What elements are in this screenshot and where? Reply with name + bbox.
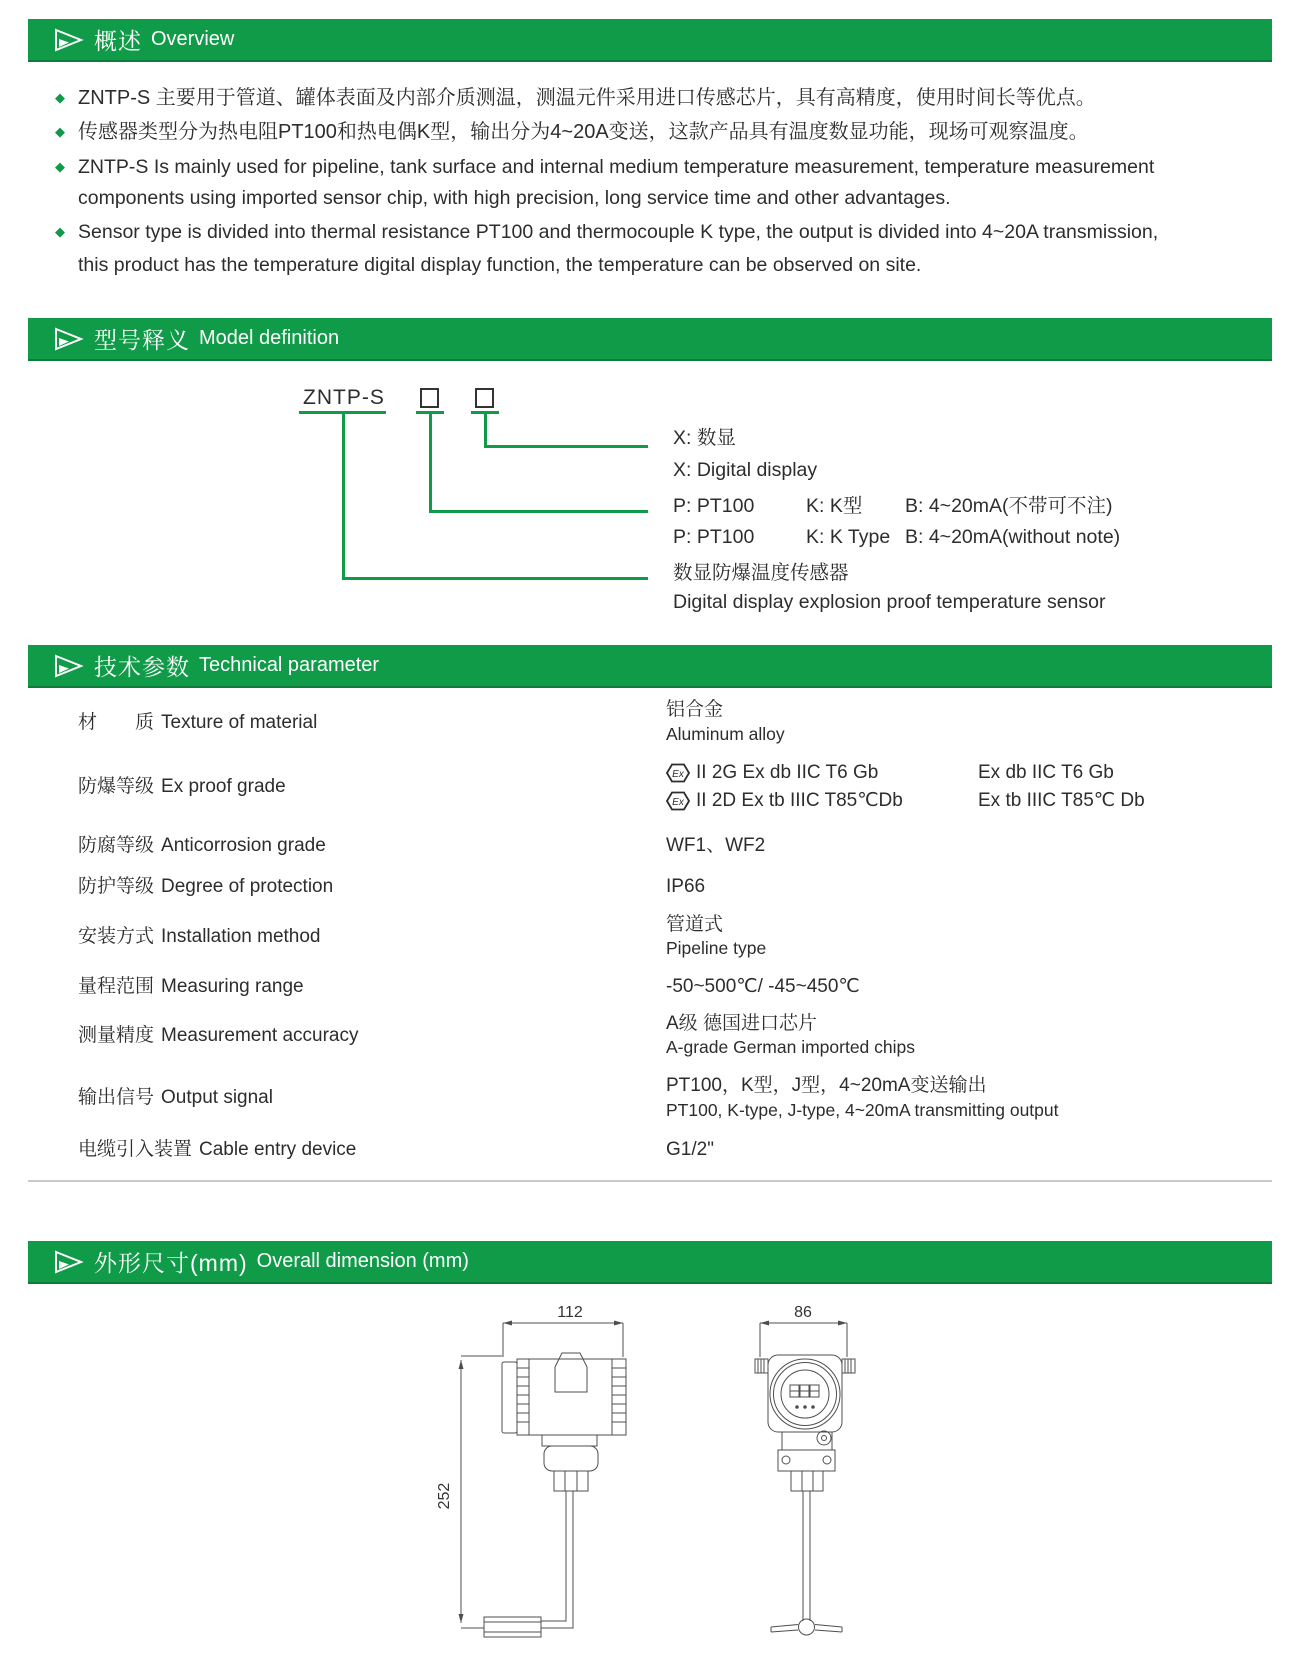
section-divider: [28, 1180, 1272, 1182]
button-dots: [795, 1405, 815, 1409]
mounting-plate: [778, 1450, 835, 1471]
param-value-ex-line-1-col2: Ex db IIC T6 Gb: [978, 762, 1114, 783]
model-option-box-2: [475, 388, 494, 408]
model-connector-x-vertical: [484, 413, 487, 447]
param-label-cable-entry-device: 电缆引入装置 Cable entry device: [78, 1139, 357, 1160]
param-value-ex-line-2: Ex II 2D Ex tb IIIC T85℃Db: [666, 789, 903, 813]
model-connector-base-vertical: [342, 413, 345, 579]
param-value-accuracy-en: A-grade German imported chips: [666, 1037, 915, 1057]
lcd-digits: [790, 1385, 819, 1397]
bracket: [782, 1432, 832, 1450]
param-value-output-cn: PT100，K型，J型，4~20mA变送输出: [666, 1075, 987, 1096]
collar: [544, 1446, 598, 1471]
model-p-label-en: P: PT100: [673, 526, 755, 548]
param-value-installation-cn: 管道式: [666, 914, 724, 935]
section-header-model-definition: [28, 318, 1272, 361]
section-title-en: Technical parameter: [199, 654, 380, 676]
param-label-degree-of-protection: 防护等级 Degree of protection: [78, 876, 334, 897]
param-label-ex-proof-grade: 防爆等级 Ex proof grade: [78, 776, 286, 797]
housing-body: [529, 1359, 612, 1435]
overview-bullet-1: ZNTP-S 主要用于管道、罐体表面及内部介质测温，测温元件采用进口传感芯片，具有高精度，使用时间长等优点。: [78, 87, 1096, 109]
model-x-label-cn: X: 数显: [673, 427, 736, 449]
section-arrow-icon: [54, 327, 84, 351]
param-label-installation-method: 安装方式 Installation method: [78, 926, 321, 947]
section-title-en: Model definition: [199, 327, 340, 349]
dim-width-112: 112: [557, 1304, 583, 1321]
section-arrow-icon: [54, 28, 84, 52]
section-title-en: Overview: [151, 28, 235, 50]
model-connector-base-horizontal: [342, 577, 648, 580]
param-label-material: 材 质 Texture of material: [78, 712, 318, 733]
probe-stem: [541, 1491, 573, 1628]
param-label-measurement-accuracy: 测量精度 Measurement accuracy: [78, 1025, 359, 1046]
section-title-cn: 外形尺寸(mm): [94, 1250, 248, 1276]
model-k-label-en: K: K Type: [806, 526, 891, 548]
param-value-material-en: Aluminum alloy: [666, 724, 785, 744]
model-code: ZNTP-S: [303, 386, 385, 409]
section-arrow-icon: [54, 654, 84, 678]
model-connector-p-horizontal: [429, 510, 648, 513]
param-value-output-en: PT100, K-type, J-type, 4~20mA transmitting output: [666, 1100, 1059, 1120]
param-value-ex-line-2-col2: Ex tb IIIC T85℃ Db: [978, 790, 1145, 811]
model-base-label-cn: 数显防爆温度传感器: [673, 562, 849, 584]
display-window: [781, 1370, 829, 1418]
model-b-label-en: B: 4~20mA(without note): [905, 526, 1121, 548]
front-housing: [768, 1355, 842, 1432]
param-value-installation-en: Pipeline type: [666, 938, 767, 958]
side-view-drawing: [436, 1304, 626, 1637]
svg-text:Ex: Ex: [672, 769, 684, 780]
model-base-label-en: Digital display explosion proof temperature sensor: [673, 591, 1106, 613]
param-label-measuring-range: 量程范围 Measuring range: [78, 976, 304, 997]
section-header-overall-dimension: [28, 1241, 1272, 1284]
param-value-material-cn: 铝合金: [666, 699, 724, 720]
section-arrow-icon: [54, 1250, 84, 1274]
param-value-protection: IP66: [666, 876, 706, 897]
overview-bullet-3-line-2: components using imported sensor chip, with high precision, long service time and other advantages.: [78, 187, 951, 209]
sensor-tube: [484, 1617, 541, 1637]
atex-ex-icon: [666, 791, 690, 811]
overview-bullet-4-line-1: Sensor type is divided into thermal resistance PT100 and thermocouple K type, the output is divided into 4~20A transmission,: [78, 221, 1159, 243]
model-p-label-cn: P: PT100: [673, 495, 755, 517]
section-title-cn: 概述: [94, 28, 142, 54]
rear-cap: [502, 1362, 517, 1433]
bullet-diamond-icon: ◆: [55, 159, 65, 174]
front-view-drawing: [755, 1304, 855, 1635]
overview-bullet-3-line-1: ZNTP-S Is mainly used for pipeline, tank surface and internal medium temperature measurement, temperature measurement: [78, 156, 1155, 178]
overview-bullet-2: 传感器类型分为热电阻PT100和热电偶K型，输出分为4~20A变送，这款产品具有温度数显功能，现场可观察温度。: [78, 121, 1089, 143]
bullet-diamond-icon: ◆: [55, 124, 65, 139]
bullet-diamond-icon: ◆: [55, 224, 65, 239]
section-header-technical-parameter: [28, 645, 1272, 688]
neck: [542, 1435, 597, 1446]
dim-width-86: 86: [794, 1304, 812, 1321]
model-b-label-cn: B: 4~20mA(不带可不注): [905, 495, 1113, 517]
svg-text:Ex: Ex: [672, 797, 684, 808]
model-connector-p-vertical: [429, 413, 432, 512]
param-value-accuracy-cn: A级 德国进口芯片: [666, 1013, 817, 1034]
section-title-en: Overall dimension (mm): [256, 1250, 469, 1272]
clamp-foot: [799, 1619, 815, 1635]
param-value-ex-line-1: Ex II 2G Ex db IIC T6 Gb: [666, 761, 878, 785]
left-fins: [517, 1359, 529, 1435]
param-label-output-signal: 输出信号 Output signal: [78, 1087, 273, 1108]
atex-ex-icon: [666, 763, 690, 783]
model-x-label-en: X: Digital display: [673, 459, 818, 481]
model-connector-x-horizontal: [484, 445, 648, 448]
section-title-cn: 型号释义: [94, 327, 190, 353]
probe-stem: [803, 1491, 810, 1621]
model-k-label-cn: K: K型: [806, 495, 863, 517]
param-label-anticorrosion-grade: 防腐等级 Anticorrosion grade: [78, 835, 326, 856]
param-value-measuring-range: -50~500℃/ -45~450℃: [666, 976, 860, 997]
dim-height-252: 252: [436, 1482, 453, 1510]
section-header-overview: [28, 19, 1272, 62]
hex-nut: [554, 1471, 588, 1491]
model-option-box-1: [420, 388, 439, 408]
section-title-cn: 技术参数: [94, 654, 190, 680]
dimension-drawings: [0, 1290, 1300, 1663]
hex-nut: [791, 1471, 823, 1491]
right-fins: [612, 1359, 626, 1435]
param-value-anticorrosion: WF1、WF2: [666, 835, 766, 856]
param-value-cable-entry: G1/2": [666, 1139, 714, 1160]
overview-bullet-4-line-2: this product has the temperature digital display function, the temperature can be observed on site.: [78, 254, 922, 276]
bullet-diamond-icon: ◆: [55, 90, 65, 105]
